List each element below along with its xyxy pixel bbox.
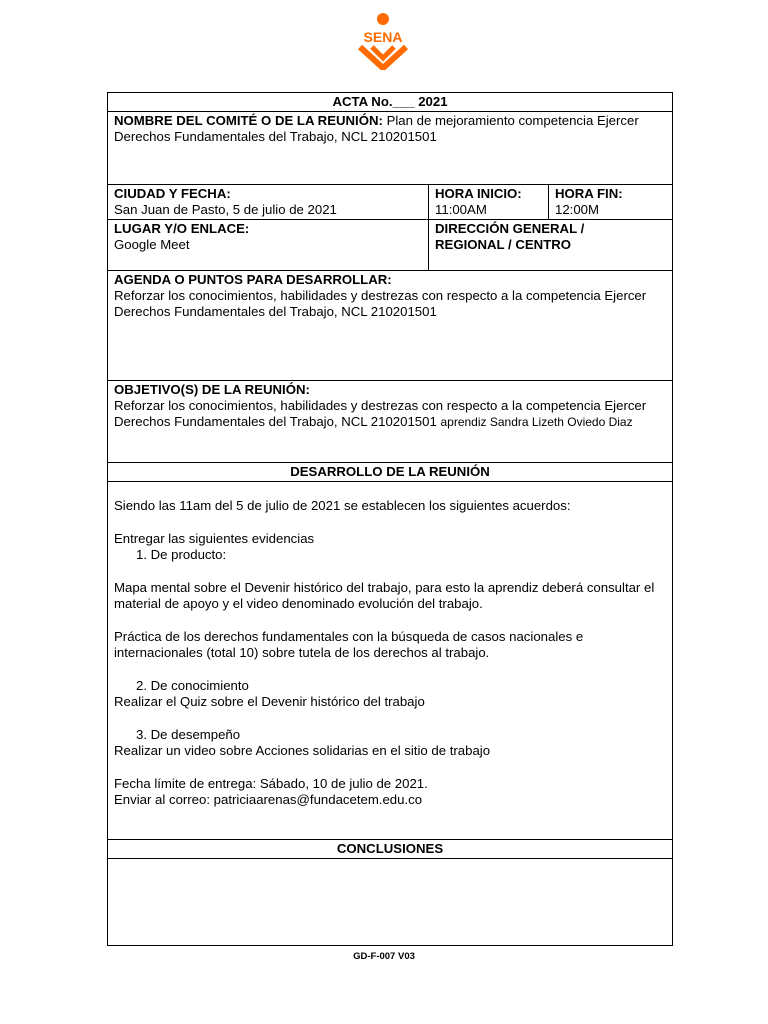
direccion-label-2: REGIONAL / CENTRO bbox=[435, 237, 572, 252]
fecha-limite: Fecha límite de entrega: Sábado, 10 de julio de 2021. bbox=[114, 776, 428, 791]
lugar-row bbox=[108, 220, 673, 271]
title-row bbox=[108, 93, 673, 112]
objetivo-aprendiz: aprendiz Sandra Lizeth Oviedo Diaz bbox=[440, 415, 633, 429]
ciudad-value: San Juan de Pasto, 5 de julio de 2021 bbox=[114, 202, 337, 217]
correo: Enviar al correo: patriciaarenas@fundacetem.edu.co bbox=[114, 792, 423, 807]
list-item-producto: 1. De producto: bbox=[136, 547, 227, 562]
conclusiones-row bbox=[108, 859, 673, 946]
ciudad-row bbox=[108, 185, 673, 220]
desarrollo-p4: Realizar un video sobre Acciones solidarias en el sitio de trabajo bbox=[114, 743, 491, 758]
desarrollo-intro: Siendo las 11am del 5 de julio de 2021 se establecen los siguientes acuerdos: bbox=[114, 498, 571, 513]
conclusiones-title-row bbox=[108, 840, 673, 859]
conclusiones-body bbox=[108, 859, 673, 946]
desarrollo-title-row bbox=[108, 463, 673, 482]
agenda-row bbox=[108, 271, 673, 381]
desarrollo-row bbox=[108, 482, 673, 840]
acta-table bbox=[107, 92, 673, 946]
logo-text: SENA bbox=[363, 29, 403, 45]
conclusiones-title: CONCLUSIONES bbox=[108, 840, 673, 859]
lugar-label: LUGAR Y/O ENLACE: bbox=[114, 221, 250, 236]
list-item-conocimiento: 2. De conocimiento bbox=[136, 678, 249, 693]
hora-inicio-value: 11:00AM bbox=[435, 202, 487, 217]
desarrollo-p1: Mapa mental sobre el Devenir histórico del trabajo, para esto la aprendiz deberá consultar el material de apoyo y el video denominado evolución del trabajo. bbox=[114, 580, 655, 611]
objetivo-label: OBJETIVO(S) DE LA REUNIÓN: bbox=[114, 382, 310, 397]
desarrollo-p3: Realizar el Quiz sobre el Devenir histórico del trabajo bbox=[114, 694, 425, 709]
comite-value: Plan de mejoramiento competencia Ejercer Derechos Fundamentales del Trabajo, NCL 210201501 bbox=[114, 113, 639, 144]
desarrollo-title: DESARROLLO DE LA REUNIÓN bbox=[108, 463, 673, 482]
ciudad-label: CIUDAD Y FECHA: bbox=[114, 186, 231, 201]
direccion-label-1: DIRECCIÓN GENERAL / bbox=[435, 221, 585, 236]
list-item-desempeno: 3. De desempeño bbox=[136, 727, 241, 742]
comite-label: NOMBRE DEL COMITÉ O DE LA REUNIÓN: bbox=[114, 113, 383, 128]
desarrollo-p2: Práctica de los derechos fundamentales con la búsqueda de casos nacionales e internacionales (total 10) sobre tutela de los derechos al trabajo. bbox=[114, 629, 584, 660]
agenda-label: AGENDA O PUNTOS PARA DESARROLLAR: bbox=[114, 272, 392, 287]
desarrollo-evidencias: Entregar las siguientes evidencias bbox=[114, 531, 315, 546]
acta-title: ACTA No.___ 2021 bbox=[108, 93, 673, 112]
hora-inicio-label: HORA INICIO: bbox=[435, 186, 522, 201]
objetivo-row bbox=[108, 381, 673, 463]
sena-logo bbox=[352, 12, 414, 70]
hora-fin-value: 12:00M bbox=[555, 202, 599, 217]
footer-code: GD-F-007 V03 bbox=[353, 951, 415, 962]
lugar-value: Google Meet bbox=[114, 237, 190, 252]
hora-fin-label: HORA FIN: bbox=[555, 186, 623, 201]
comite-row bbox=[108, 112, 673, 185]
agenda-value: Reforzar los conocimientos, habilidades y destrezas con respecto a la competencia Ejercer Derechos Fundamentales del Trabajo, NCL 210201501 bbox=[114, 288, 647, 319]
objetivo-value: Reforzar los conocimientos, habilidades y destrezas con respecto a la competencia Ejercer Derechos Fundamentales del Trabajo, NCL 210201501 bbox=[114, 398, 647, 429]
